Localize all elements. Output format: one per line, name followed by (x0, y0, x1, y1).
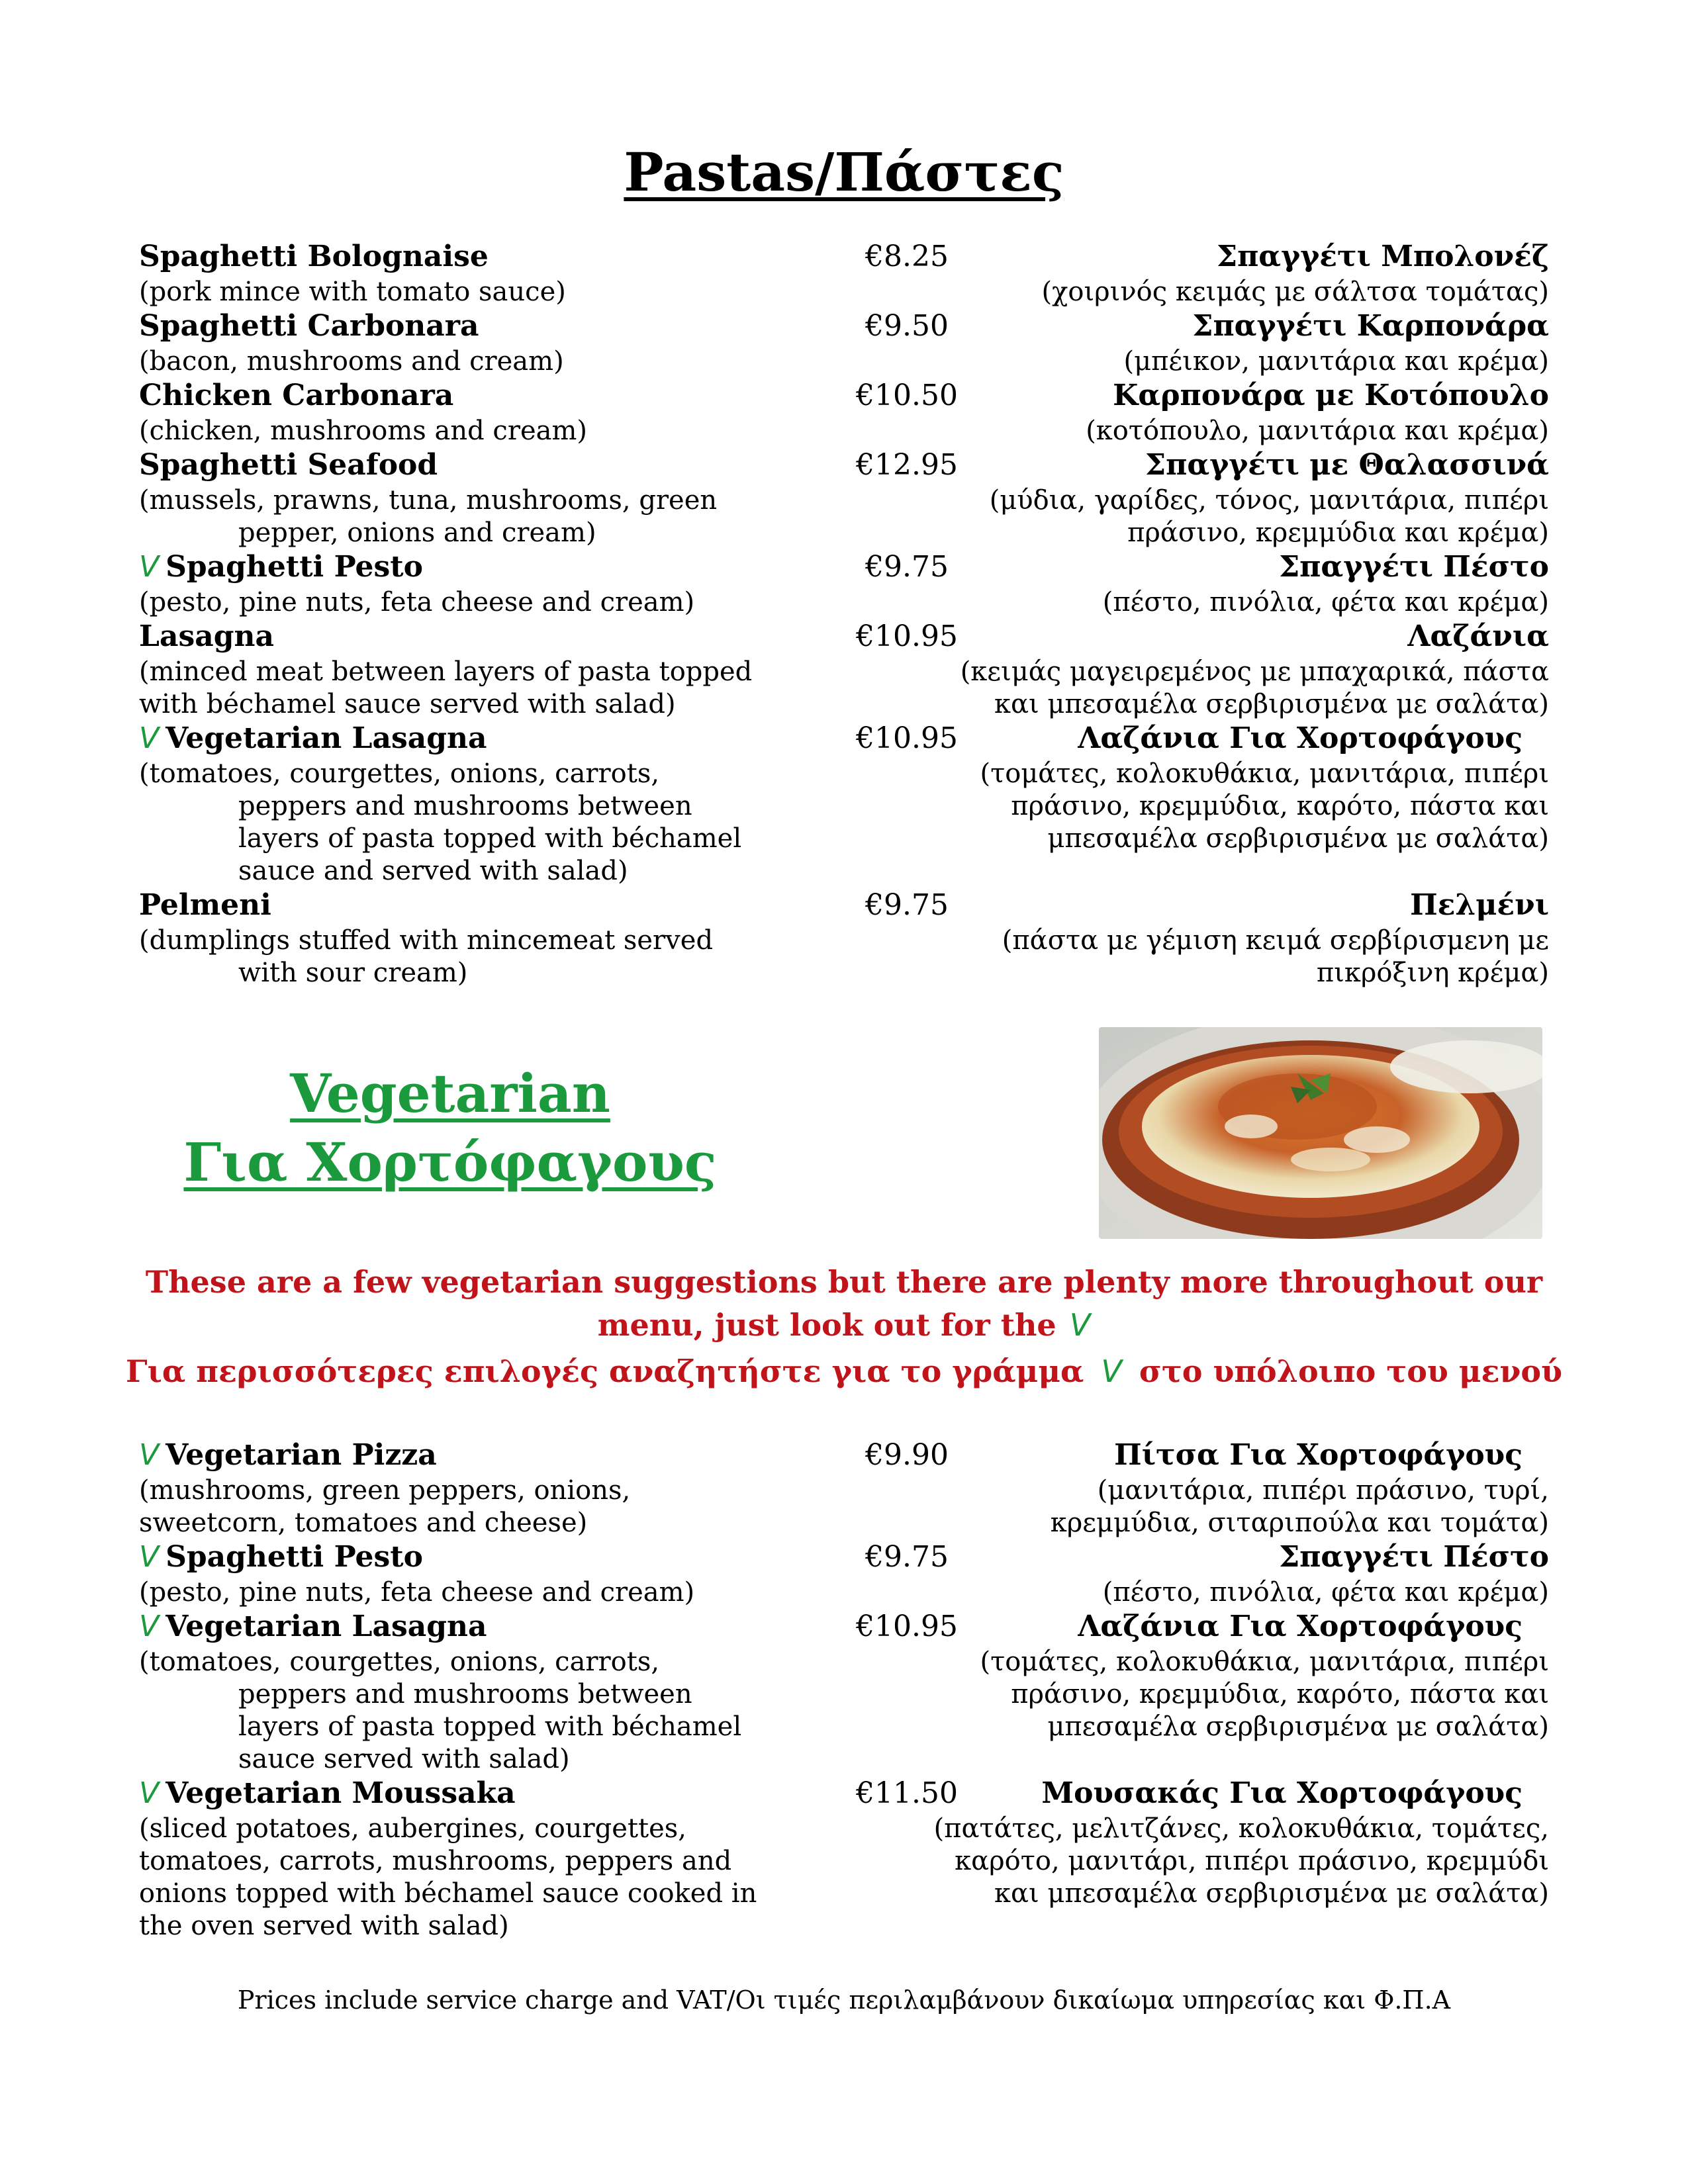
vegetarian-note-en-2-text: menu, just look out for the (597, 1307, 1056, 1343)
menu-item-header (139, 1540, 1549, 1577)
item-description-en: with sour cream) (238, 958, 468, 988)
item-description-en: (dumplings stuffed with mincemeat served (139, 925, 714, 956)
item-name-en (139, 619, 274, 653)
item-price: €12.95 (856, 448, 958, 482)
item-price: €10.95 (856, 1610, 958, 1643)
vegetarian-v-icon: V (1069, 1307, 1091, 1343)
vegetarian-v-icon: V (139, 1438, 160, 1472)
item-name-en-text: Lasagna (139, 619, 274, 653)
item-name-en-text: Chicken Carbonara (139, 379, 454, 412)
menu-item-header (139, 240, 1549, 277)
item-description-gr: καρότο, μανιτάρι, πιπέρι πράσινο, κρεμμύδι (955, 1846, 1549, 1876)
item-description-gr: (μανιτάρια, πιπέρι πράσινο, τυρί, (1097, 1475, 1549, 1506)
menu-item (139, 1540, 1549, 1610)
item-name-en (139, 240, 489, 273)
item-price: €10.95 (856, 619, 958, 653)
menu-item (139, 448, 1549, 550)
item-description-en: pepper, onions and cream) (238, 518, 596, 548)
item-name-en-text: Spaghetti Pesto (165, 1540, 423, 1574)
item-name-gr: Λαζάνια Για Χορτοφάγους (1078, 1610, 1523, 1643)
menu-item-header (139, 379, 1549, 416)
item-name-en (139, 550, 423, 584)
item-description-en: (tomatoes, courgettes, onions, carrots, (139, 758, 660, 789)
item-description-en: sauce served with salad) (238, 1744, 570, 1774)
item-description-en: peppers and mushrooms between (238, 791, 692, 821)
item-description-line (139, 1508, 1549, 1540)
item-description-line (139, 689, 1549, 721)
item-description-line (139, 1647, 1549, 1679)
item-description-en: with béchamel sauce served with salad) (139, 689, 676, 719)
item-description-en: onions topped with béchamel sauce cooked in (139, 1878, 757, 1909)
menu-item (139, 379, 1549, 448)
item-name-gr: Σπαγγέτι με Θαλασσινά (1145, 448, 1549, 482)
menu-item-header (139, 1438, 1549, 1475)
vegetarian-v-icon: V (1101, 1353, 1122, 1389)
item-name-gr: Λαζάνια (1407, 619, 1549, 653)
item-description-line (139, 791, 1549, 823)
item-description-line (139, 1846, 1549, 1878)
item-description-gr: (χοιρινός κειμάς με σάλτσα τομάτας) (1041, 277, 1549, 307)
item-description-en: peppers and mushrooms between (238, 1679, 692, 1709)
item-description-gr: και μπεσαμέλα σερβιρισμένα με σαλάτα) (994, 689, 1549, 719)
item-description-line (139, 1911, 1549, 1943)
item-description-line (139, 925, 1549, 958)
item-description-en: layers of pasta topped with béchamel (238, 1711, 742, 1742)
item-name-en-text: Spaghetti Bolognaise (139, 240, 489, 273)
item-price: €10.50 (856, 379, 958, 412)
pasta-list (139, 240, 1549, 990)
item-description-en: (tomatoes, courgettes, onions, carrots, (139, 1647, 660, 1677)
vegetarian-v-icon: V (139, 1540, 160, 1574)
menu-item-header (139, 448, 1549, 485)
item-description-line (139, 1711, 1549, 1744)
item-description-line (139, 758, 1549, 791)
item-name-gr: Πίτσα Για Χορτοφάγους (1114, 1438, 1523, 1472)
item-description-en: (pork mince with tomato sauce) (139, 277, 566, 307)
item-name-en (139, 379, 453, 412)
item-description-line (139, 823, 1549, 856)
menu-item-header (139, 619, 1549, 657)
item-description-line (139, 1475, 1549, 1508)
item-description-gr: πράσινο, κρεμμύδια, καρότο, πάστα και (1011, 1679, 1549, 1709)
item-description-gr: (τομάτες, κολοκυθάκια, μανιτάρια, πιπέρι (980, 1647, 1549, 1677)
item-description-line (139, 277, 1549, 309)
item-price: €9.75 (865, 550, 949, 584)
item-name-en (139, 1540, 423, 1574)
menu-item-header (139, 1610, 1549, 1647)
item-name-gr: Λαζάνια Για Χορτοφάγους (1078, 721, 1523, 755)
vegetarian-list (139, 1438, 1549, 1943)
vegetarian-title-en: Vegetarian (290, 1062, 610, 1124)
vegetarian-v-icon: V (139, 550, 160, 584)
item-price: €9.75 (865, 888, 949, 922)
item-description-gr: (πέστο, πινόλια, φέτα και κρέμα) (1102, 1577, 1549, 1608)
item-description-en: (mushrooms, green peppers, onions, (139, 1475, 631, 1506)
item-name-en (139, 448, 438, 482)
item-description-gr: πικρόξινη κρέμα) (1316, 958, 1549, 988)
vegetarian-note-gr (0, 1350, 1688, 1392)
item-description-gr: κρεμμύδια, σιταριπούλα και τομάτα) (1050, 1508, 1549, 1538)
item-description-en: (mussels, prawns, tuna, mushrooms, green (139, 485, 718, 516)
item-description-line (139, 1577, 1549, 1610)
item-description-gr: πράσινο, κρεμμύδια και κρέμα) (1127, 518, 1549, 548)
vegetarian-note-gr-b: στο υπόλοιπο του μενού (1139, 1353, 1563, 1389)
item-name-gr: Σπαγγέτι Καρπονάρα (1192, 309, 1549, 343)
item-description-line (139, 485, 1549, 518)
vegetarian-title-gr: Για Χορτόφαγους (183, 1131, 717, 1193)
item-description-en: (sliced potatoes, aubergines, courgettes, (139, 1813, 687, 1844)
item-price: €10.95 (856, 721, 958, 755)
item-description-line (139, 958, 1549, 990)
item-description-gr: μπεσαμέλα σερβιρισμένα με σαλάτα) (1047, 823, 1549, 854)
lasagna-photo (1099, 1027, 1542, 1239)
item-description-line (139, 1878, 1549, 1911)
menu-item (139, 888, 1549, 990)
item-description-en: tomatoes, carrots, mushrooms, peppers and (139, 1846, 732, 1876)
item-description-line (139, 1813, 1549, 1846)
vegetarian-v-icon: V (139, 1776, 160, 1810)
item-description-line (139, 518, 1549, 550)
item-name-gr: Πελμένι (1410, 888, 1549, 922)
item-name-gr: Μουσακάς Για Χορτοφάγους (1041, 1776, 1523, 1810)
item-name-en (139, 888, 271, 922)
vegetarian-note-gr-a: Για περισσότερες επιλογές αναζητήστε για το γράμμα (125, 1353, 1084, 1389)
item-name-en (139, 1438, 437, 1472)
menu-item-header (139, 550, 1549, 587)
item-description-line (139, 1744, 1549, 1776)
item-description-line (139, 657, 1549, 689)
item-description-gr: μπεσαμέλα σερβιρισμένα με σαλάτα) (1047, 1711, 1549, 1742)
menu-item (139, 309, 1549, 379)
item-description-gr: και μπεσαμέλα σερβιρισμένα με σαλάτα) (994, 1878, 1549, 1909)
footer-note: Prices include service charge and VAT/Οι τιμές περιλαμβάνουν δικαίωμα υπηρεσίας και Φ.Π.Α (237, 1985, 1451, 2015)
item-name-gr: Καρπονάρα με Κοτόπουλο (1113, 379, 1549, 412)
page-title: Pastas/Πάστες (624, 141, 1064, 203)
item-description-en: (pesto, pine nuts, feta cheese and cream) (139, 1577, 695, 1608)
vegetarian-note-en-2 (0, 1304, 1688, 1346)
item-name-en-text: Vegetarian Pizza (165, 1438, 437, 1472)
item-name-gr: Σπαγγέτι Μπολονέζ (1216, 240, 1549, 273)
menu-item (139, 1610, 1549, 1776)
item-price: €9.90 (865, 1438, 949, 1472)
item-description-gr: (πέστο, πινόλια, φέτα και κρέμα) (1102, 587, 1549, 617)
item-price: €9.75 (865, 1540, 949, 1574)
vegetarian-v-icon: V (139, 721, 160, 755)
vegetarian-v-icon: V (139, 1610, 160, 1643)
item-description-gr: (κοτόπουλο, μανιτάρια και κρέμα) (1086, 416, 1549, 446)
item-name-en (139, 1776, 516, 1810)
item-description-gr: πράσινο, κρεμμύδια, καρότο, πάστα και (1011, 791, 1549, 821)
menu-item (139, 721, 1549, 888)
item-description-gr: (κειμάς μαγειρεμένος με μπαχαρικά, πάστα (960, 657, 1549, 687)
item-description-gr: (πατάτες, μελιτζάνες, κολοκυθάκια, τομάτες, (933, 1813, 1549, 1844)
item-price: €9.50 (865, 309, 949, 343)
item-name-en (139, 1610, 487, 1643)
item-description-en: sauce and served with salad) (238, 856, 628, 886)
item-description-gr: (πάστα με γέμιση κειμά σερβίρισμενη με (1002, 925, 1549, 956)
item-name-en-text: Spaghetti Carbonara (139, 309, 479, 343)
item-price: €11.50 (856, 1776, 958, 1810)
menu-item (139, 1438, 1549, 1540)
item-description-en: (bacon, mushrooms and cream) (139, 346, 564, 377)
item-description-en: layers of pasta topped with béchamel (238, 823, 742, 854)
menu-item (139, 550, 1549, 619)
vegetarian-title (139, 1059, 761, 1197)
item-name-gr: Σπαγγέτι Πέστο (1279, 550, 1549, 584)
menu-item-header (139, 1776, 1549, 1813)
item-description-en: the oven served with salad) (139, 1911, 509, 1941)
menu-item (139, 240, 1549, 309)
item-description-line (139, 346, 1549, 379)
item-description-line (139, 587, 1549, 619)
item-description-en: sweetcorn, tomatoes and cheese) (139, 1508, 588, 1538)
item-name-en-text: Pelmeni (139, 888, 271, 922)
menu-item-header (139, 309, 1549, 346)
menu-item (139, 619, 1549, 721)
item-description-en: (pesto, pine nuts, feta cheese and cream) (139, 587, 695, 617)
item-name-en (139, 721, 487, 755)
item-description-line (139, 1679, 1549, 1711)
menu-item (139, 1776, 1549, 1943)
vegetarian-note-en-1: These are a few vegetarian suggestions but there are plenty more throughout our (145, 1264, 1543, 1300)
item-description-gr: (μπέικον, μανιτάρια και κρέμα) (1123, 346, 1549, 377)
item-description-en: (chicken, mushrooms and cream) (139, 416, 588, 446)
item-description-line (139, 416, 1549, 448)
menu-item-header (139, 888, 1549, 925)
item-description-gr: (μύδια, γαρίδες, τόνος, μανιτάρια, πιπέρι (989, 485, 1549, 516)
item-name-gr: Σπαγγέτι Πέστο (1279, 1540, 1549, 1574)
item-name-en-text: Spaghetti Pesto (165, 550, 423, 584)
item-name-en-text: Spaghetti Seafood (139, 448, 438, 482)
menu-item-header (139, 721, 1549, 758)
item-description-line (139, 856, 1549, 888)
item-price: €8.25 (865, 240, 949, 273)
item-description-en: (minced meat between layers of pasta topped (139, 657, 753, 687)
item-name-en-text: Vegetarian Lasagna (165, 1610, 487, 1643)
item-name-en (139, 309, 479, 343)
item-name-en-text: Vegetarian Moussaka (165, 1776, 516, 1810)
item-description-gr: (τομάτες, κολοκυθάκια, μανιτάρια, πιπέρι (980, 758, 1549, 789)
item-name-en-text: Vegetarian Lasagna (165, 721, 487, 755)
